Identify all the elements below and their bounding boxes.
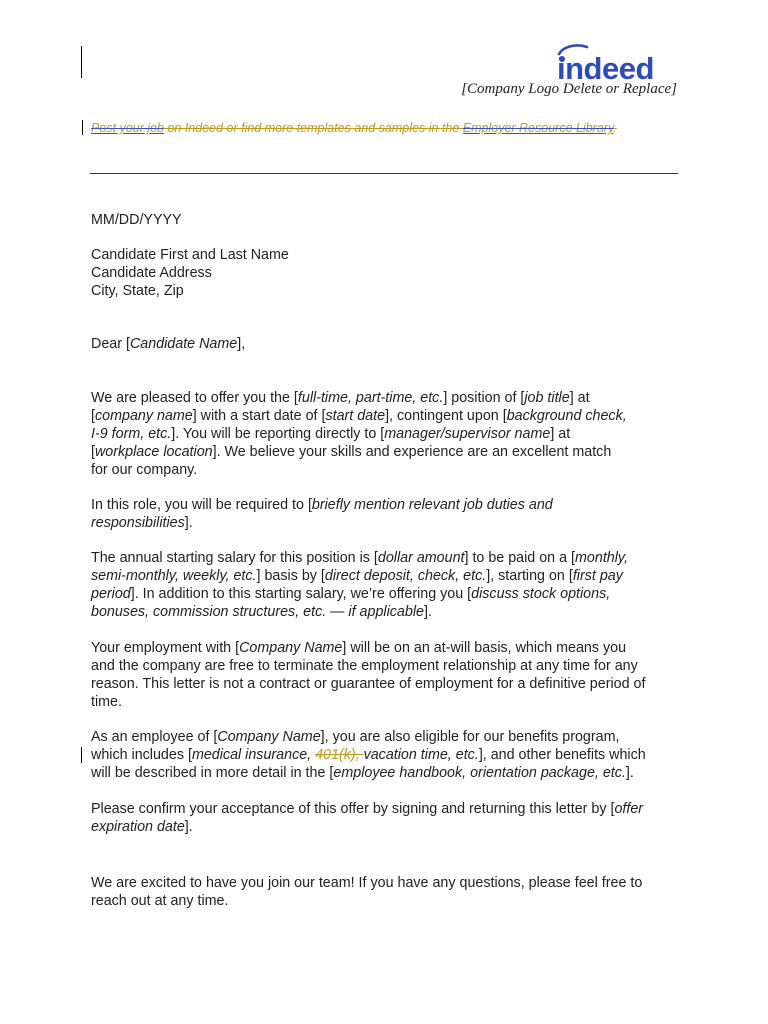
text: ]. We believe your skills and experience are an excellent match — [212, 444, 612, 460]
svg-text:indeed: indeed — [557, 51, 654, 82]
text: In this role, you will be required to [ — [91, 497, 312, 513]
text: We are excited to have you join our team! If you have any questions, please feel free to — [91, 875, 643, 891]
placeholder: Company Name — [217, 729, 321, 745]
offer-paragraph — [91, 389, 691, 479]
text: ] at — [550, 426, 571, 442]
greeting-placeholder: Candidate Name — [129, 336, 238, 352]
text: ]. — [625, 765, 634, 781]
benefits-paragraph — [91, 728, 691, 782]
text: ], and other benefits which — [478, 747, 646, 763]
text: [ — [91, 444, 95, 460]
text: ], starting on [ — [486, 568, 573, 584]
placeholder: medical insurance, — [191, 747, 316, 763]
placeholder: direct deposit, check, etc. — [324, 568, 487, 584]
placeholder: briefly mention relevant job duties and — [311, 497, 553, 513]
indeed-logo-icon — [553, 44, 678, 82]
text: ] to be paid on a [ — [464, 550, 576, 566]
text: We are pleased to offer you the [ — [91, 390, 298, 406]
text: ]. — [184, 819, 193, 835]
candidate-city: City, State, Zip — [91, 283, 184, 299]
text: reach out at any time. — [91, 893, 229, 909]
text: ]. — [184, 515, 193, 531]
placeholder: full-time, part-time, etc. — [297, 390, 444, 406]
company-logo[interactable] — [438, 44, 678, 82]
text-cursor — [81, 46, 82, 78]
placeholder: responsibilities — [91, 515, 185, 531]
text: Please confirm your acceptance of this offer by signing and returning this letter by [ — [91, 801, 615, 817]
text: [ — [91, 408, 95, 424]
text: ] with a start date of [ — [192, 408, 326, 424]
text: will be described in more detail in the [ — [91, 765, 334, 781]
greeting — [91, 335, 691, 353]
divider-line — [90, 173, 678, 174]
text: The annual starting salary for this position is [ — [91, 550, 378, 566]
placeholder: bonuses, commission structures, etc. — if applicable — [91, 604, 424, 620]
at-will-paragraph — [91, 639, 691, 711]
placeholder: manager/supervisor name — [384, 426, 551, 442]
placeholder: employee handbook, orientation package, etc. — [333, 765, 626, 781]
text: ]. You will be reporting directly to [ — [171, 426, 385, 442]
candidate-address: Candidate Address — [91, 265, 212, 281]
closing-paragraph — [91, 874, 691, 910]
text: ] at — [569, 390, 590, 406]
text: which includes [ — [91, 747, 192, 763]
placeholder: vacation time, etc. — [363, 747, 479, 763]
placeholder: semi-monthly, weekly, etc. — [91, 568, 257, 584]
text: ] will be on an at-will basis, which means you — [342, 640, 627, 656]
placeholder: first pay — [572, 568, 623, 584]
placeholder: start date — [325, 408, 386, 424]
placeholder: company name — [94, 408, 193, 424]
placeholder: job title — [524, 390, 570, 406]
candidate-name: Candidate First and Last Name — [91, 247, 289, 263]
placeholder: monthly, — [575, 550, 628, 566]
text: time. — [91, 694, 122, 710]
text: ] position of [ — [443, 390, 525, 406]
confirm-paragraph — [91, 800, 691, 836]
placeholder: I-9 form, etc. — [91, 426, 172, 442]
letter-date: MM/DD/YYYY — [91, 212, 182, 228]
placeholder: offer — [614, 801, 644, 817]
placeholder: dollar amount — [377, 550, 465, 566]
placeholder: discuss stock options, — [471, 586, 611, 602]
text-cursor — [81, 747, 82, 763]
text: As an employee of [ — [91, 729, 218, 745]
text: for our company. — [91, 462, 198, 478]
salary-paragraph — [91, 549, 691, 621]
text: Your employment with [ — [91, 640, 240, 656]
text: and the company are free to terminate the employment relationship at any time for any — [91, 658, 638, 674]
text-cursor — [82, 120, 83, 135]
text: ]. — [423, 604, 432, 620]
placeholder: background check, — [506, 408, 627, 424]
placeholder: workplace location — [94, 444, 213, 460]
text: ]. In addition to this starting salary, we’re offering you [ — [130, 586, 472, 602]
role-paragraph — [91, 496, 691, 532]
text: ] basis by [ — [256, 568, 325, 584]
text: reason. This letter is not a contract or guarantee of employment for a definitive period of — [91, 676, 646, 692]
banner-period: . — [613, 121, 617, 135]
banner-text: on Indeed or find more templates and samples in the — [163, 121, 463, 135]
address-block — [91, 246, 691, 300]
placeholder: Company Name — [239, 640, 343, 656]
logo-caption: [Company Logo Delete or Replace] — [461, 81, 677, 97]
deleted-text: 401(k), — [315, 747, 364, 763]
placeholder: expiration date — [91, 819, 185, 835]
text: ], you are also eligible for our benefits program, — [320, 729, 620, 745]
resource-library-link[interactable]: Employer Resource Library — [462, 121, 614, 135]
placeholder: period — [91, 586, 131, 602]
greeting-post: ], — [237, 336, 246, 352]
text: ], contingent upon [ — [385, 408, 507, 424]
post-job-link[interactable]: Post your job — [91, 121, 164, 135]
resource-banner — [91, 121, 617, 135]
greeting-pre: Dear [ — [91, 336, 130, 352]
letter-date-block — [91, 211, 691, 229]
